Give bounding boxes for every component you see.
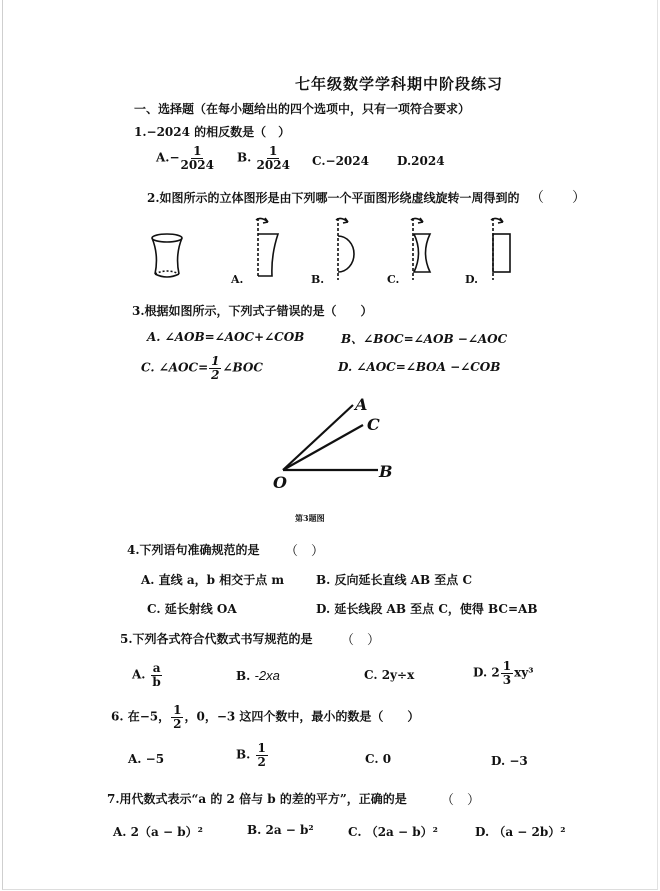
q2-option-c: C.	[387, 273, 400, 286]
option-label: B.	[236, 747, 251, 762]
q3-option-a: A. ∠AOB=∠AOC+∠COB	[147, 330, 305, 344]
option-label: D.	[473, 665, 488, 680]
page-title: 七年级数学学科期中阶段练习	[295, 75, 504, 93]
q1-option-a	[156, 145, 215, 171]
option-label: B.	[236, 669, 251, 683]
option-label: A.	[132, 667, 146, 682]
fraction	[256, 742, 268, 768]
q5-option-a	[132, 662, 163, 688]
figure-caption: 第3题图	[295, 513, 325, 523]
q3-option-c	[141, 355, 263, 381]
whole-part: 2	[491, 665, 500, 680]
q1-option-d: D.2024	[397, 154, 445, 168]
q3-stem: 3.根据如图所示，下列式子错误的是（ ）	[132, 304, 373, 318]
q2-paren: （ ）	[530, 190, 586, 206]
q6-option-c: C. 0	[365, 752, 392, 766]
denominator: 2024	[180, 157, 214, 172]
denominator: 2024	[256, 157, 290, 172]
q5-option-c: C. 2y÷x	[364, 668, 415, 682]
q2-option-b: B.	[311, 273, 325, 286]
option-label: B.	[237, 150, 252, 165]
q4-stem: 4.下列语句准确规范的是	[127, 543, 260, 557]
denominator: 2	[257, 754, 266, 769]
q2-option-a: A.	[231, 273, 244, 286]
q1-stem: 1.−2024 的相反数是（ ）	[134, 125, 291, 139]
stem-text: ，0，−3 这四个数中，最小的数是（ ）	[184, 709, 420, 724]
denominator: b	[152, 674, 161, 689]
denominator: 2	[211, 367, 220, 382]
cup-solid-figure	[152, 234, 182, 277]
q7-paren: （ ）	[441, 793, 481, 808]
numerator: 1	[502, 659, 512, 673]
numerator: 1	[173, 703, 182, 717]
denominator: 3	[502, 672, 512, 687]
label-b: B	[379, 462, 393, 481]
q1-option-b	[237, 145, 291, 171]
numerator: 1	[211, 354, 220, 368]
fraction	[501, 660, 513, 686]
option-a-shape	[256, 218, 278, 278]
q5-option-b	[236, 668, 280, 683]
q3-option-b: B、∠BOC=∠AOB −∠AOC	[341, 332, 508, 346]
numerator: a	[152, 661, 161, 675]
expr: C. ∠AOC=	[141, 360, 209, 375]
q4-option-c: C. 延长射线 OA	[147, 602, 237, 616]
q7-option-a: A. 2（a − b）²	[113, 825, 203, 839]
q7-option-c: C. （2a − b）²	[348, 825, 438, 839]
q6-option-a: A. −5	[128, 752, 165, 766]
option-value: -2xa	[254, 668, 280, 683]
label-a: A	[355, 395, 368, 414]
fraction	[209, 355, 221, 381]
option-label: A.−	[156, 150, 180, 165]
fraction	[181, 145, 214, 171]
stem-text: 6. 在−5，	[111, 709, 171, 724]
fraction	[171, 704, 183, 730]
exam-page	[2, 0, 658, 890]
expr: ∠BOC	[222, 360, 263, 375]
numerator: 1	[193, 144, 202, 158]
option-d-shape	[491, 218, 510, 280]
q4-option-a: A. 直线 a，b 相交于点 m	[141, 573, 285, 587]
q6-option-b	[236, 742, 269, 768]
q4-option-d: D. 延长线段 AB 至点 C，使得 BC=AB	[316, 602, 538, 616]
fraction	[257, 145, 290, 171]
q6-option-d: D. −3	[491, 754, 528, 768]
q5-option-d	[473, 660, 533, 686]
option-b-shape	[336, 218, 354, 280]
q2-option-d: D.	[465, 273, 478, 286]
q5-stem: 5.下列各式符合代数式书写规范的是	[120, 632, 313, 646]
q5-paren: （ ）	[341, 633, 381, 648]
numerator: 1	[269, 144, 278, 158]
q1-option-c: C.−2024	[312, 154, 369, 168]
numerator: 1	[257, 741, 266, 755]
q3-option-d: D. ∠AOC=∠BOA −∠COB	[338, 360, 501, 374]
label-o: O	[273, 473, 287, 492]
expr: xy³	[514, 665, 534, 680]
section-heading: 一、选择题（在每小题给出的四个选项中，只有一项符合要求）	[134, 102, 471, 116]
q7-option-b: B. 2a − b²	[247, 823, 314, 837]
q7-stem: 7.用代数式表示“a 的 2 倍与 b 的差的平方”，正确的是	[107, 792, 407, 806]
q4-paren: （ ）	[285, 544, 325, 559]
label-c: C	[367, 415, 380, 434]
denominator: 2	[173, 716, 182, 731]
q6-stem	[111, 704, 419, 730]
option-c-shape	[411, 218, 430, 280]
fraction	[151, 662, 163, 688]
q7-option-d: D. （a − 2b）²	[475, 825, 566, 839]
q2-stem: 2.如图所示的立体图形是由下列哪一个平面图形绕虚线旋转一周得到的	[147, 191, 520, 205]
q4-option-b: B. 反向延长直线 AB 至点 C	[316, 573, 473, 587]
